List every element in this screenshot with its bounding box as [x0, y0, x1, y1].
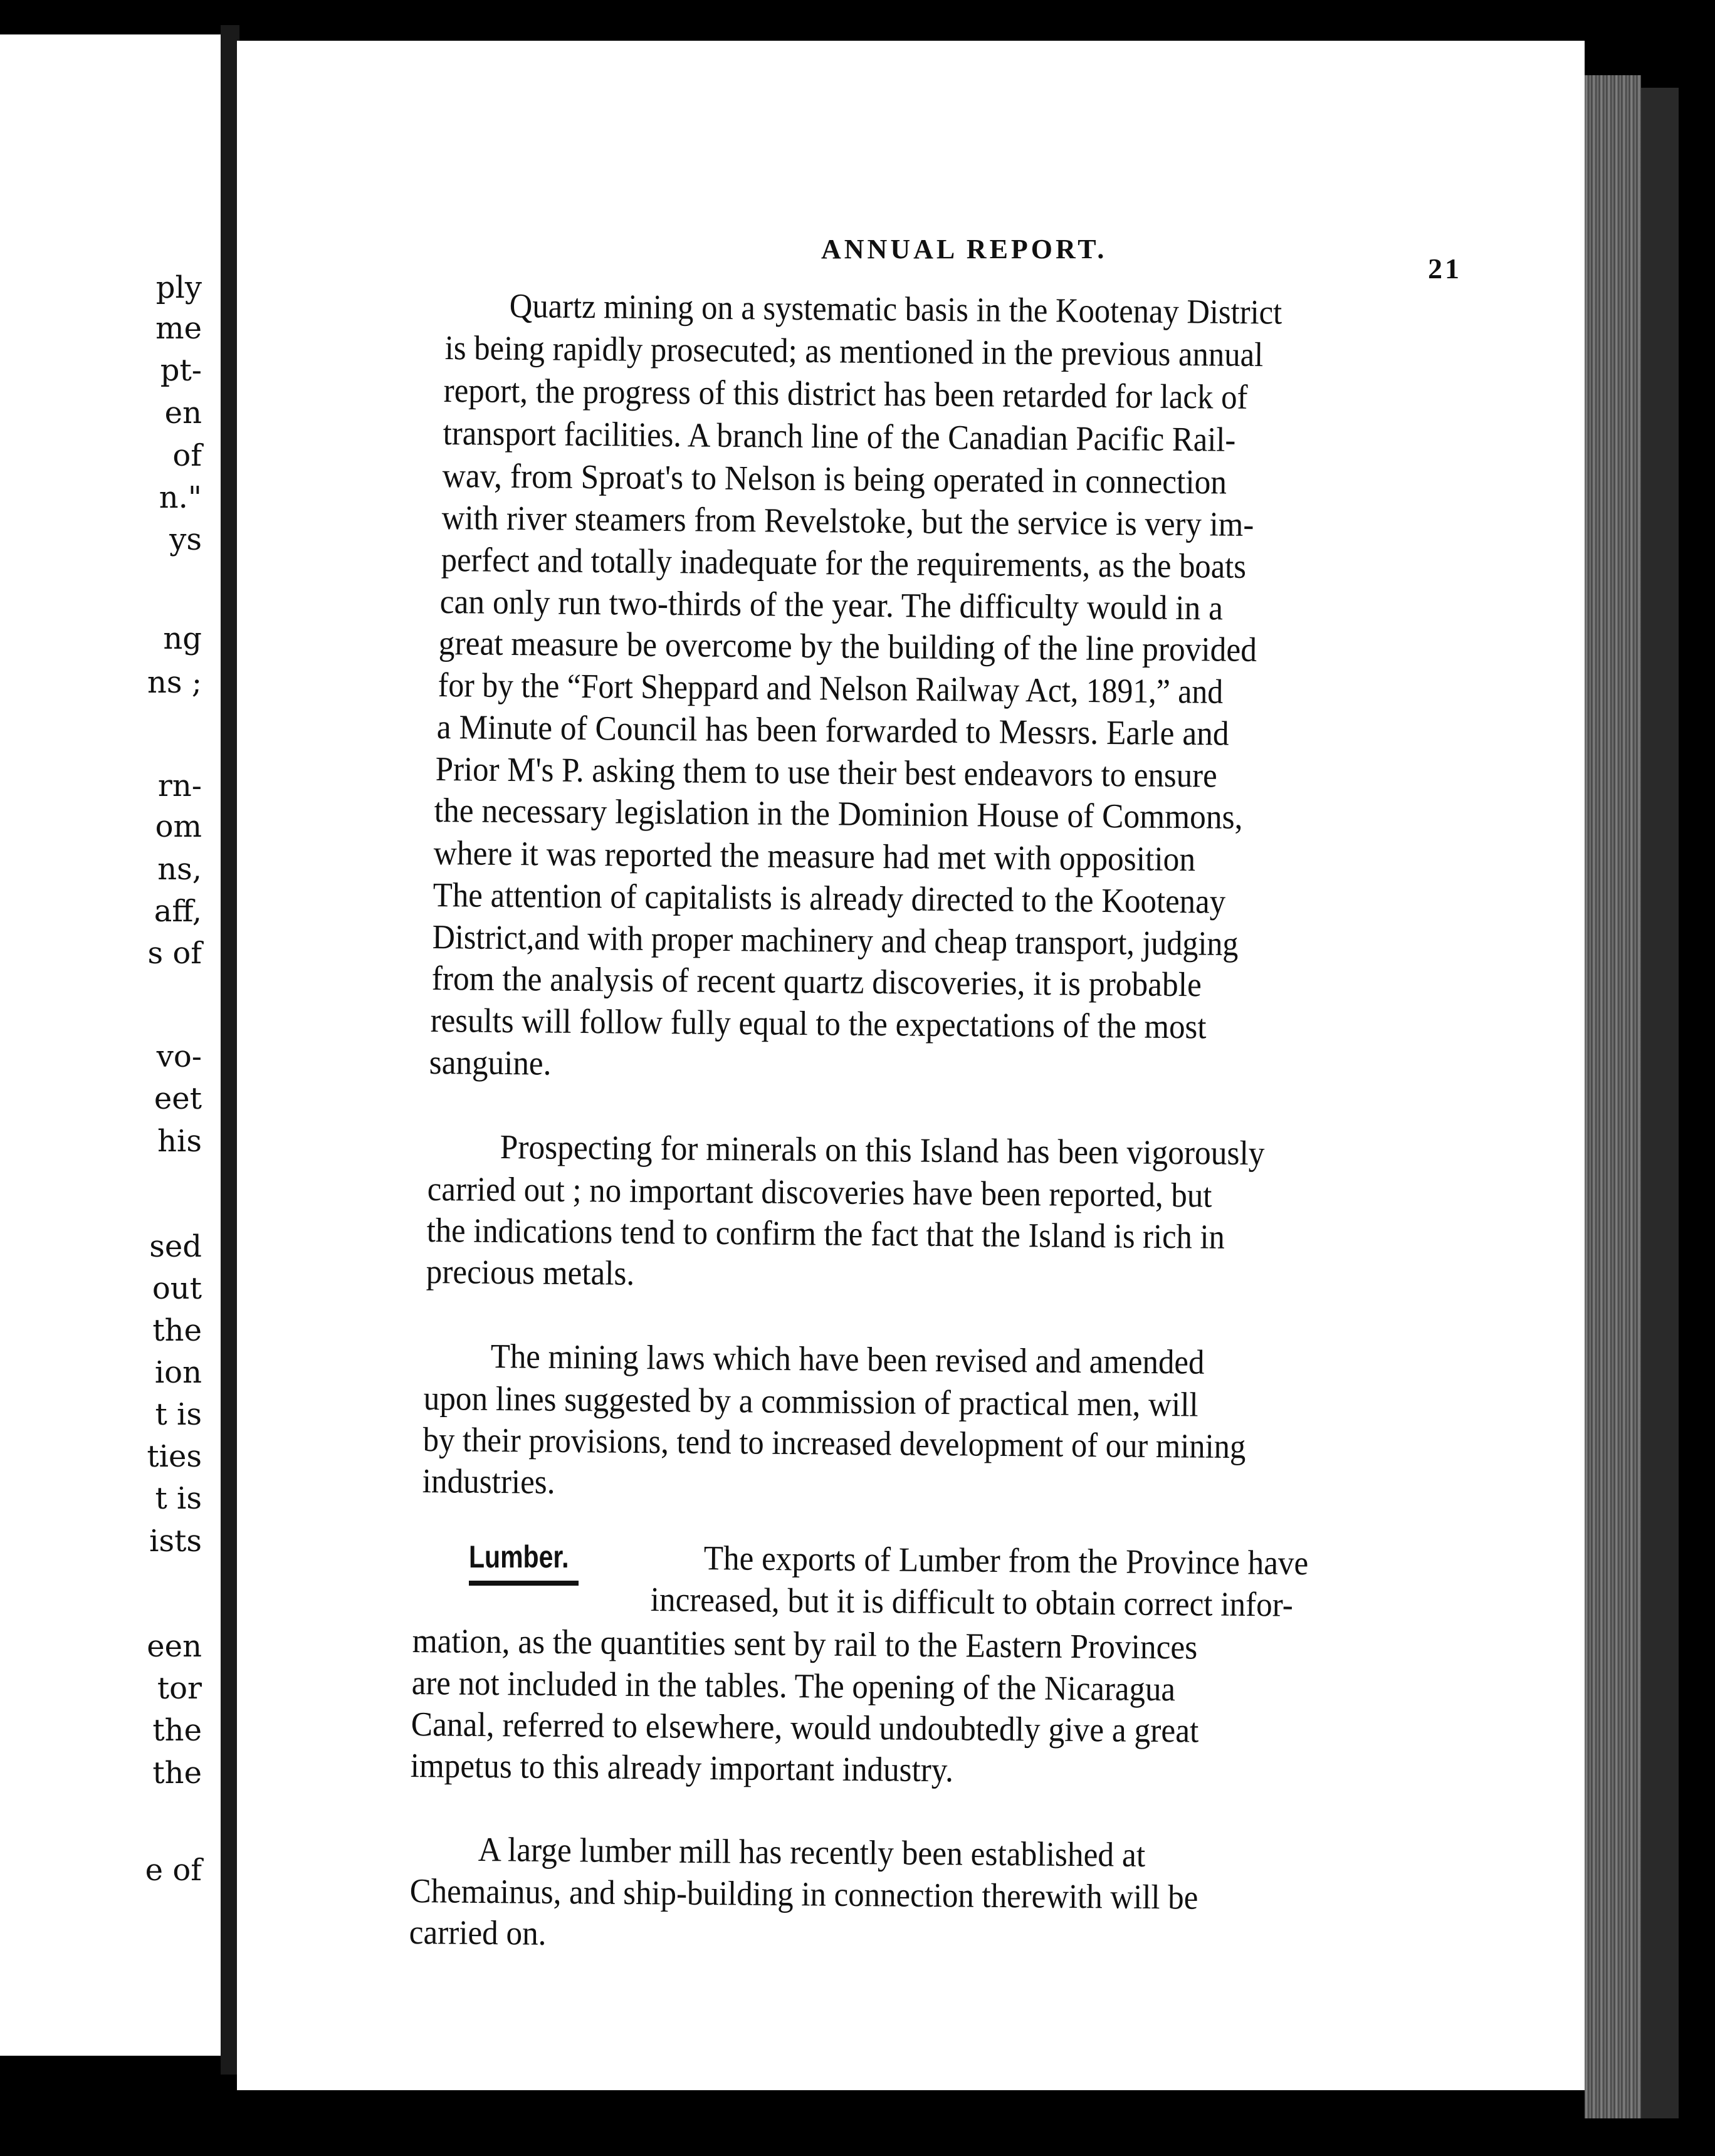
text-line: The mining laws which have been revised and amended	[490, 1337, 1205, 1381]
left-page-fragment: om	[155, 809, 202, 844]
left-page-fragment: eet	[154, 1081, 202, 1116]
text-line: results will follow fully equal to the expectations of the most	[430, 1001, 1207, 1046]
text-line: industries.	[422, 1462, 555, 1501]
text-line: is being rapidly prosecuted; as mentioned in the previous annual	[444, 328, 1264, 374]
left-page-fragment: the	[152, 1756, 202, 1791]
text-line: Chemainus, and ship-building in connection therewith will be	[409, 1871, 1198, 1917]
left-page-fragment: ists	[149, 1524, 202, 1559]
text-line: are not included in the tables. The opening of the Nicaragua	[411, 1663, 1176, 1709]
text-line: Quartz mining on a systematic basis in the Kootenay District	[509, 286, 1282, 332]
running-head: ANNUAL REPORT.	[821, 234, 1108, 264]
left-page-fragment: e of	[145, 1853, 202, 1888]
left-page-fragment: s of	[147, 936, 202, 971]
left-page-fragment: ng	[163, 621, 202, 656]
page-edge-stack	[1585, 75, 1641, 2118]
text-line: the necessary legislation in the Dominion House of Commons,	[434, 791, 1243, 836]
left-page-fragment: t is	[155, 1397, 202, 1432]
left-page-fragment: aff,	[154, 894, 202, 929]
text-line: impetus to this already important industry.	[410, 1746, 954, 1789]
text-line: can only run two-thirds of the year. The difficulty would in a	[439, 582, 1224, 627]
left-page-fragment: sed	[149, 1229, 202, 1264]
left-page-fragment: the	[152, 1713, 202, 1748]
text-line: A large lumber mill has recently been established at	[478, 1830, 1146, 1874]
text-line: report, the progress of this district has been retarded for lack of	[443, 371, 1248, 416]
left-page-fragment: ns ;	[147, 665, 202, 700]
left-facing-page	[0, 34, 224, 2056]
text-line: great measure be overcome by the building of the line provided	[438, 624, 1257, 669]
text-line: where it was reported the measure had met with opposition	[433, 834, 1196, 879]
text-line: Prospecting for minerals on this Island has been vigorously	[500, 1128, 1265, 1173]
heading-underline	[469, 1581, 579, 1586]
text-line: wav, from Sproat's to Nelson is being operated in connection	[442, 456, 1227, 501]
text-line: transport facilities. A branch line of the Canadian Pacific Rail-	[443, 414, 1236, 459]
text-line: The attention of capitalists is already directed to the Kootenay	[433, 876, 1226, 921]
text-line: with river steamers from Revelstoke, but the service is very im-	[441, 498, 1254, 543]
text-line: upon lines suggested by a commission of practical men, will	[423, 1379, 1198, 1424]
left-page-fragment: t is	[155, 1481, 202, 1516]
text-line: Canal, referred to elsewhere, would undoubtedly give a great	[411, 1705, 1199, 1750]
text-line: increased, but it is difficult to obtain correct infor-	[650, 1580, 1293, 1624]
text-line: perfect and totally inadequate for the requirements, as the boats	[441, 540, 1247, 585]
left-page-fragment: ns,	[157, 852, 202, 887]
left-page-fragment: of	[172, 438, 202, 473]
left-page-fragment: the	[152, 1313, 202, 1348]
text-line: a Minute of Council has been forwarded to Messrs. Earle and	[436, 708, 1229, 753]
text-line: by their provisions, tend to increased development of our mining	[422, 1420, 1246, 1466]
text-line: the indications tend to confirm the fact that the Island is rich in	[426, 1211, 1225, 1256]
text-line: carried out ; no important discoveries have been reported, but	[427, 1170, 1212, 1215]
left-page-fragment: his	[157, 1124, 202, 1159]
book-cover-edge	[1641, 88, 1679, 2118]
left-page-fragment: out	[152, 1271, 202, 1306]
text-line: The exports of Lumber from the Province have	[703, 1539, 1309, 1583]
left-page-fragment: n."	[159, 480, 202, 515]
text-line: precious metals.	[426, 1252, 635, 1292]
text-line: from the analysis of recent quartz discoveries, it is probable	[431, 959, 1202, 1004]
left-page-fragment: ion	[154, 1355, 202, 1390]
left-page-fragment: pt-	[160, 353, 202, 388]
main-page	[237, 41, 1585, 2090]
text-line: mation, as the quantities sent by rail to the Eastern Provinces	[412, 1621, 1198, 1667]
left-page-fragment: vo-	[156, 1039, 202, 1074]
left-page-fragment: ys	[169, 522, 202, 557]
text-line: District,and with proper machinery and cheap transport, judging	[432, 918, 1239, 963]
text-line: carried on.	[409, 1913, 547, 1952]
page-number: 21	[1428, 253, 1462, 285]
left-page-fragment: tor	[157, 1671, 202, 1706]
text-line: for by the “Fort Sheppard and Nelson Railway Act, 1891,” and	[438, 666, 1224, 711]
left-page-fragment: en	[164, 395, 202, 431]
text-line: sanguine.	[429, 1043, 552, 1082]
left-page-fragment: rn-	[157, 768, 202, 803]
left-page-fragment: een	[147, 1629, 202, 1664]
left-page-fragment: ties	[147, 1439, 202, 1474]
text-line: Prior M's P. asking them to use their best endeavors to ensure	[435, 750, 1217, 795]
left-page-fragment: me	[155, 311, 202, 346]
left-page-fragment: ply	[155, 270, 202, 305]
side-heading-lumber: Lumber.	[469, 1539, 569, 1574]
